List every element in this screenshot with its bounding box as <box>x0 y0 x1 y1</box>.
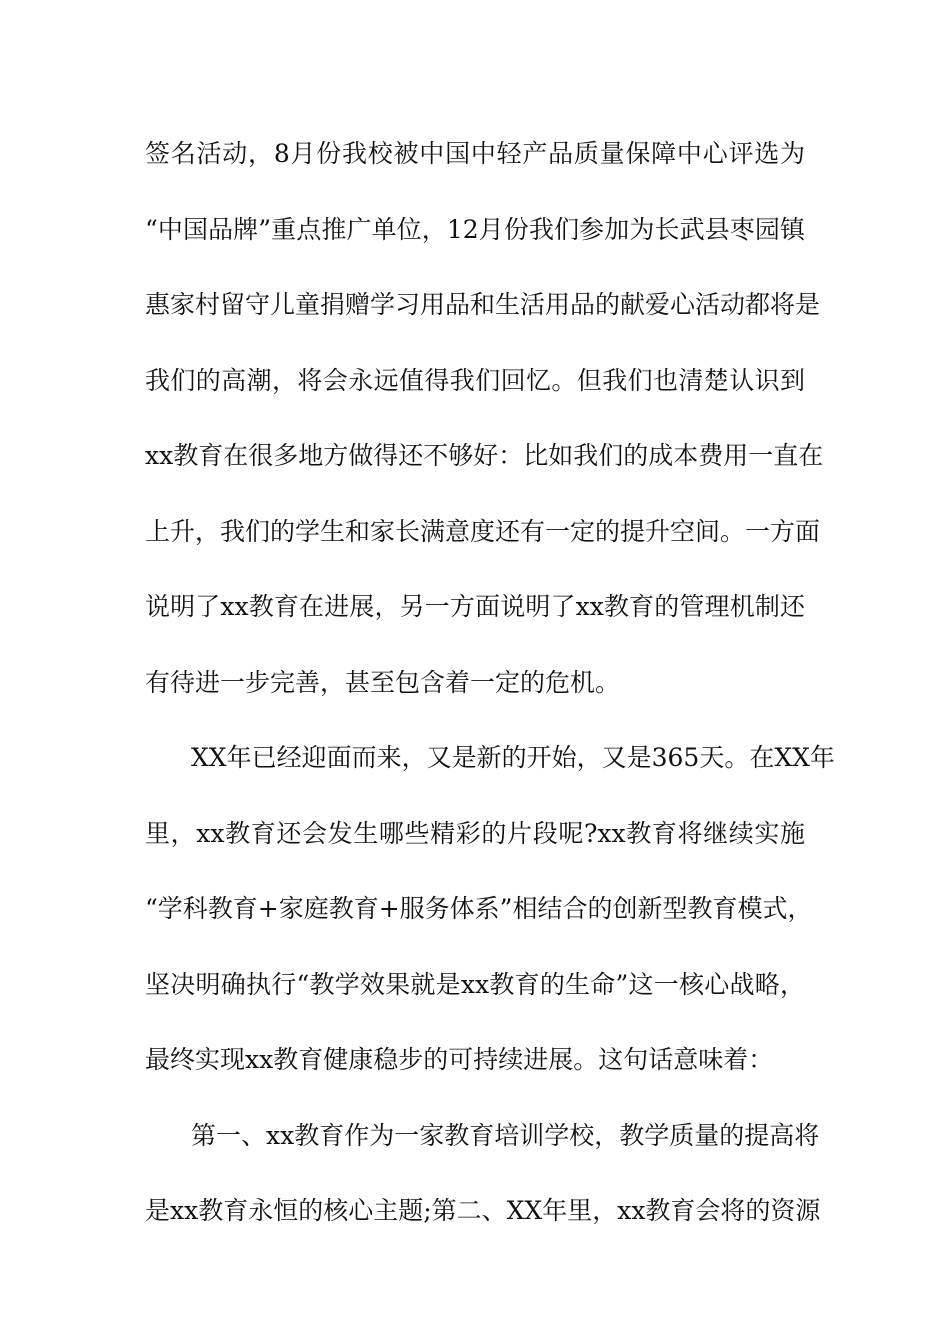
text-line: 是xx教育永恒的核心主题;第二、XX年里，xx教育会将的资源 <box>145 1196 821 1225</box>
text-line: 里，xx教育还会发生哪些精彩的片段呢?xx教育将继续实施 <box>145 818 805 848</box>
text-line: 我们的高潮，将会永远值得我们回忆。但我们也清楚认识到 <box>145 365 805 395</box>
document-body <box>145 128 835 1261</box>
text-line: XX年已经迎面而来，又是新的开始，又是365天。在XX年 <box>191 743 835 772</box>
text-line: 最终实现xx教育健康稳步的可持续进展。这句话意味着： <box>145 1045 774 1074</box>
text-line: “中国品牌”重点推广单位，12月份我们参加为长武县枣园镇 <box>145 214 805 244</box>
paragraph-3 <box>145 1110 821 1261</box>
text-line: 签名活动，8月份我校被中国中轻产品质量保障中心评选为 <box>145 139 805 168</box>
text-line: xx教育在很多地方做得还不够好：比如我们的成本费用一直在 <box>145 441 824 470</box>
text-line: “学科教育+家庭教育+服务体系”相结合的创新型教育模式， <box>145 894 813 923</box>
text-line: 上升，我们的学生和家长满意度还有一定的提升空间。一方面 <box>145 516 821 546</box>
paragraph-2 <box>145 732 835 1110</box>
text-line: 说明了xx教育在进展，另一方面说明了xx教育的管理机制还 <box>145 592 805 621</box>
text-line: 第一、xx教育作为一家教育培训学校，教学质量的提高将 <box>191 1120 820 1150</box>
text-line: 坚决明确执行“教学效果就是xx教育的生命”这一核心战略， <box>145 969 805 999</box>
paragraph-1 <box>145 128 824 732</box>
text-line: 惠家村留守儿童捐赠学习用品和生活用品的献爱心活动都将是 <box>145 290 821 319</box>
text-line: 有待进一步完善，甚至包含着一定的危机。 <box>145 667 621 697</box>
